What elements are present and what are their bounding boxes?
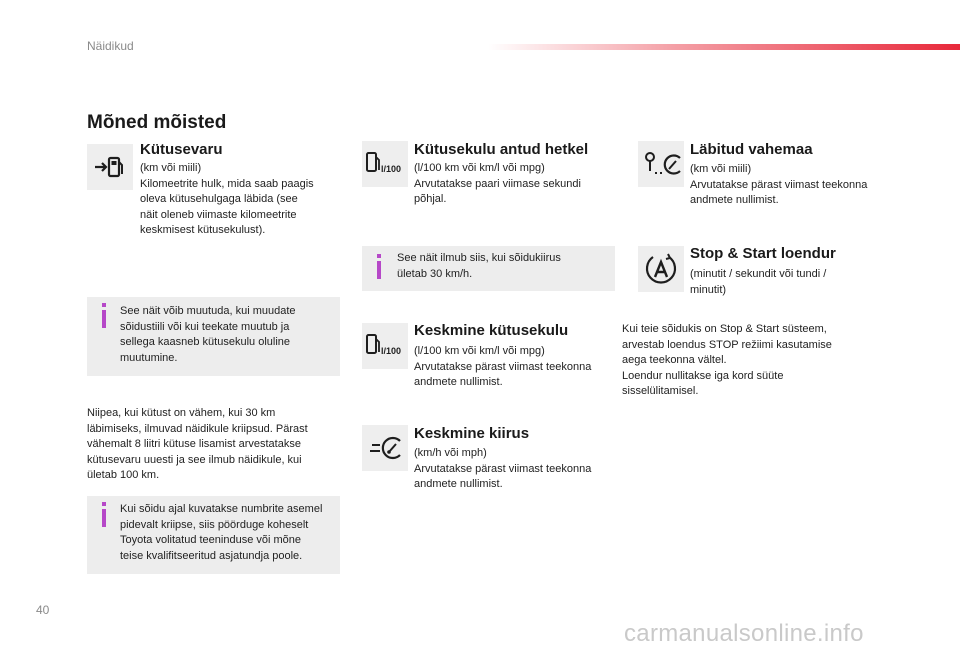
info-marker-icon (102, 310, 106, 328)
section-label: Näidikud (87, 39, 134, 53)
average-speed-description: (km/h või mph) Arvutatakse pärast viimast teekonna andmete nullimist. (414, 447, 592, 490)
fuel-consumption-icon-label: l/100 (381, 346, 402, 356)
fuel-range-note-text: See näit võib muutuda, kui muudate sõidustiili või kui teekate muutub ja sellega kaasneb kütusekulu oluline muutumine. (120, 305, 296, 364)
average-consumption-description: (l/100 km või km/l või mpg) Arvutatakse pärast viimast teekonna andmete nullimist. (414, 345, 592, 388)
fuel-range-title: Kütusevaru (140, 141, 223, 158)
page-number: 40 (36, 603, 50, 617)
info-marker-icon (102, 509, 106, 527)
stop-start-paragraph: Kui teie sõidukis on Stop & Start süsteem, arvestab loendus STOP režiimi kasutamise aega teekonna vältel. Loendur nullitakse iga kord süüte sisselülitamisel. (622, 323, 832, 397)
fuel-consumption-icon (362, 141, 408, 187)
dashes-note (87, 496, 340, 574)
fuel-range-description: (km või miili) Kilomeetrite hulk, mida saab paagis oleva kütusehulgaga läbida (see näit oleneb viimaste kilomeetrite keskmisest kütusekulust). (140, 162, 314, 236)
distance-description: (km või miili) Arvutatakse pärast viimast teekonna andmete nullimist. (690, 163, 868, 206)
fuel-range-note (87, 297, 340, 376)
speedometer-icon (362, 425, 408, 471)
distance-title: Läbitud vahemaa (690, 141, 813, 158)
average-consumption-title: Keskmine kütusekulu (414, 322, 569, 339)
speed-note (362, 246, 615, 291)
distance-icon (638, 141, 684, 187)
fuel-consumption-icon-label: l/100 (381, 164, 402, 174)
current-consumption-title: Kütusekulu antud hetkel (414, 141, 589, 158)
page-title: Mõned mõisted (87, 112, 227, 133)
low-fuel-paragraph: Niipea, kui kütust on vähem, kui 30 km läbimiseks, ilmuvad näidikule kriipsud. Pärast vähemalt 8 liitri kütuse lisamist arvestatakse kütusevaru uuesti ja see ilmub näidikule, kui ületab 100 km. (87, 407, 308, 481)
stop-start-description: (minutit / sekundit või tundi / minutit) (690, 268, 827, 296)
current-consumption-description: (l/100 km või km/l või mpg) Arvutatakse paari viimase sekundi põhjal. (414, 162, 581, 205)
dashes-note-text: Kui sõidu ajal kuvatakse numbrite asemel pidevalt kriipse, siis pöörduge koheselt Toyota volitatud teeninduse või mõne teise kvalifitseeritud asjatundja poole. (120, 503, 323, 562)
header-accent-bar (488, 44, 960, 50)
stop-start-title: Stop & Start loendur (690, 245, 836, 262)
speed-note-text: See näit ilmub siis, kui sõidukiirus ületab 30 km/h. (397, 252, 561, 280)
watermark: carmanualsonline.info (624, 620, 864, 647)
info-marker-icon (377, 261, 381, 279)
stop-start-icon (638, 246, 684, 292)
fuel-pump-range-icon (87, 144, 133, 190)
average-speed-title: Keskmine kiirus (414, 425, 530, 442)
fuel-consumption-icon (362, 323, 408, 369)
